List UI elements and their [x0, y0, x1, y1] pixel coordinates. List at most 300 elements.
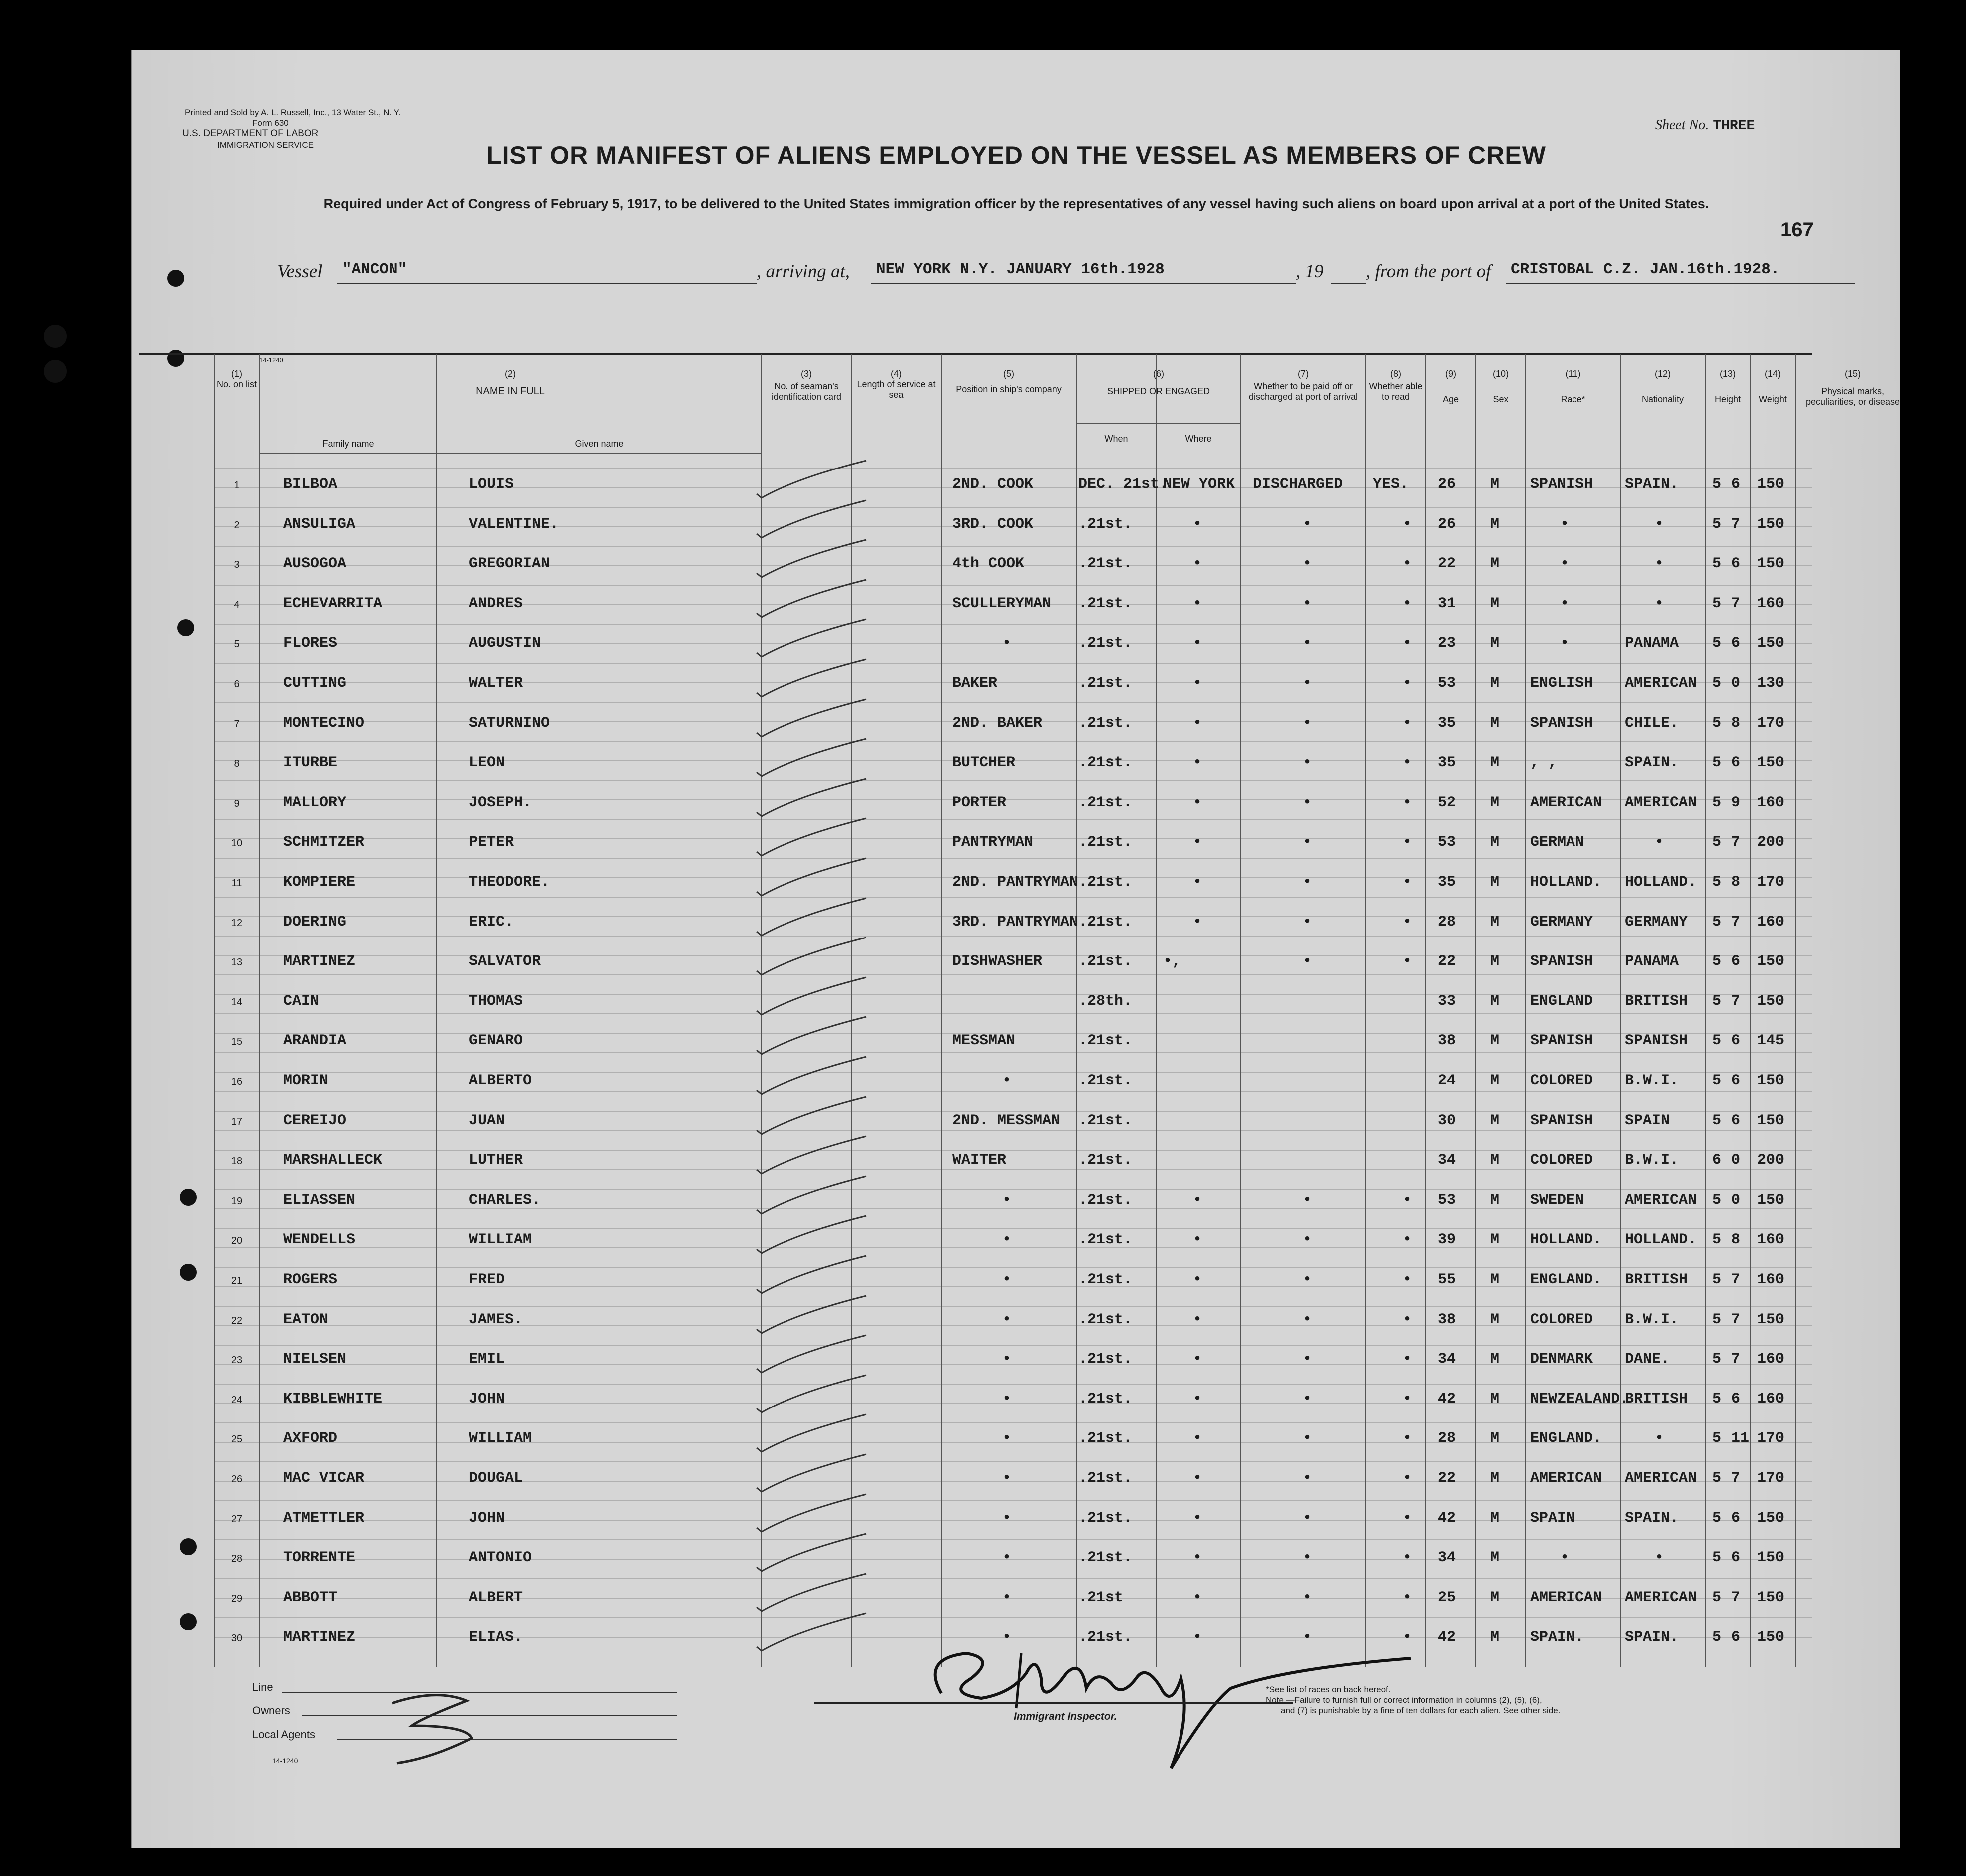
cell-paid-off: •: [1303, 1510, 1312, 1527]
cell-age: 53: [1438, 834, 1456, 851]
cell-race: HOLLAND.: [1530, 1231, 1602, 1248]
cell-position: SCULLERYMAN: [952, 595, 1052, 612]
cell-height-inches: 6: [1731, 1112, 1741, 1129]
vessel-label: Vessel: [277, 261, 323, 282]
cell-weight: 130: [1757, 675, 1785, 692]
check-stroke: [757, 1057, 866, 1094]
row-number: 26: [231, 1474, 243, 1485]
cell-shipped-when: .21st.: [1078, 595, 1133, 612]
cell-shipped-where: •: [1193, 834, 1202, 851]
cell-shipped-where: •: [1193, 1351, 1202, 1368]
cell-race: SPANISH: [1530, 1032, 1593, 1049]
cell-sex: M: [1490, 1549, 1500, 1566]
check-stroke: [757, 938, 866, 975]
cell-height-feet: 5: [1712, 555, 1722, 572]
check-stroke: [757, 977, 866, 1015]
cell-sex: M: [1490, 914, 1500, 931]
check-stroke: [757, 1256, 866, 1293]
cell-height-inches: 0: [1731, 1152, 1741, 1169]
cell-family-name: ARANDIA: [283, 1032, 347, 1049]
cell-age: 33: [1438, 993, 1456, 1010]
cell-shipped-when: .21st.: [1078, 1510, 1133, 1527]
cell-able-to-read: •: [1403, 595, 1412, 612]
cell-race: ENGLAND: [1530, 993, 1593, 1010]
cell-age: 42: [1438, 1391, 1456, 1407]
cell-height-feet: 5: [1712, 516, 1722, 533]
cell-position: 3RD. PANTRYMAN: [952, 914, 1079, 931]
cell-given-name: JOHN: [469, 1510, 505, 1527]
cell-height-feet: 5: [1712, 1391, 1722, 1407]
cell-height-inches: 0: [1731, 675, 1741, 692]
cell-given-name: JOHN: [469, 1391, 505, 1407]
cell-sex: M: [1490, 1470, 1500, 1487]
cell-age: 35: [1438, 874, 1456, 891]
cell-race: COLORED: [1530, 1152, 1593, 1169]
cell-paid-off: •: [1303, 1311, 1312, 1328]
row-number: 18: [231, 1156, 243, 1167]
check-stroke: [757, 858, 866, 896]
sheet-number-value: THREE: [1713, 118, 1755, 134]
cell-height-inches: 7: [1731, 834, 1741, 851]
check-stroke: [757, 1534, 866, 1571]
cell-weight: 150: [1757, 1589, 1785, 1606]
check-stroke: [757, 739, 866, 776]
col-header-service-length: (4) Length of service at sea: [857, 369, 936, 400]
cell-shipped-when: .21st.: [1078, 1311, 1133, 1328]
cell-paid-off: •: [1303, 715, 1312, 732]
cell-able-to-read: •: [1403, 1192, 1412, 1209]
cell-nationality: SPAIN.: [1625, 754, 1679, 771]
cell-family-name: CAIN: [283, 993, 320, 1010]
cell-weight: 150: [1757, 516, 1785, 533]
cell-given-name: JOSEPH.: [469, 794, 532, 811]
cell-age: 22: [1438, 555, 1456, 572]
col-header-name: (2) NAME IN FULL: [476, 369, 545, 397]
cell-height-inches: 8: [1731, 874, 1741, 891]
cell-family-name: CEREIJO: [283, 1112, 347, 1129]
cell-given-name: SATURNINO: [469, 715, 550, 732]
cell-family-name: AXFORD: [283, 1430, 338, 1447]
cell-position: BAKER: [952, 675, 998, 692]
cell-given-name: SALVATOR: [469, 953, 541, 970]
cell-able-to-read: •: [1403, 1391, 1412, 1407]
cell-paid-off: •: [1303, 1589, 1312, 1606]
row-number: 28: [231, 1553, 243, 1564]
cell-position: •: [1002, 1192, 1012, 1209]
cell-race: ENGLISH: [1530, 675, 1593, 692]
cell-able-to-read: YES.: [1373, 476, 1409, 493]
cell-given-name: ERIC.: [469, 914, 514, 931]
cell-paid-off: •: [1303, 1231, 1312, 1248]
cell-sex: M: [1490, 595, 1500, 612]
cell-height-feet: 5: [1712, 1231, 1722, 1248]
cell-weight: 150: [1757, 1549, 1785, 1566]
row-number: 19: [231, 1196, 243, 1207]
cell-nationality: SPAIN.: [1625, 1510, 1679, 1527]
cell-given-name: JAMES.: [469, 1311, 523, 1328]
cell-shipped-when: .21st.: [1078, 953, 1133, 970]
col-header-when: When: [1104, 434, 1128, 444]
cell-family-name: ROGERS: [283, 1271, 338, 1288]
cell-given-name: WILLIAM: [469, 1430, 532, 1447]
cell-age: 30: [1438, 1112, 1456, 1129]
cell-position: PORTER: [952, 794, 1007, 811]
cell-shipped-when: .21st.: [1078, 715, 1133, 732]
cell-sex: M: [1490, 635, 1500, 652]
cell-weight: 150: [1757, 1112, 1785, 1129]
cell-height-inches: 9: [1731, 794, 1741, 811]
col-header-height: (13) Height: [1714, 369, 1741, 404]
cell-sex: M: [1490, 1510, 1500, 1527]
cell-nationality: B.W.I.: [1625, 1072, 1679, 1089]
check-stroke: [757, 1574, 866, 1611]
footnote-penalty-1: Note.—Failure to furnish full or correct information in columns (2), (5), (6),: [1266, 1695, 1542, 1705]
cell-weight: 150: [1757, 1311, 1785, 1328]
cell-height-feet: 5: [1712, 794, 1722, 811]
cell-age: 53: [1438, 1192, 1456, 1209]
cell-race: AMERICAN: [1530, 1470, 1602, 1487]
cell-position: DISHWASHER: [952, 953, 1043, 970]
cell-family-name: DOERING: [283, 914, 347, 931]
col-header-sex: (10) Sex: [1492, 369, 1509, 404]
cell-height-feet: 5: [1712, 1351, 1722, 1368]
cell-shipped-when: .21st.: [1078, 675, 1133, 692]
check-stroke: [757, 619, 866, 657]
cell-race: GERMANY: [1530, 914, 1593, 931]
cell-family-name: EATON: [283, 1311, 329, 1328]
cell-shipped-where: •: [1193, 914, 1202, 931]
check-stroke: [757, 699, 866, 737]
row-number: 27: [231, 1514, 243, 1525]
cell-paid-off: •: [1303, 754, 1312, 771]
cell-nationality: HOLLAND.: [1625, 1231, 1697, 1248]
cell-nationality: AMERICAN: [1625, 1192, 1697, 1209]
col-header-family-name: Family name: [322, 439, 374, 449]
vessel-name: "ANCON": [342, 261, 407, 278]
cell-family-name: MORIN: [283, 1072, 329, 1089]
requirement-text: Required under Act of Congress of February 5, 1917, to be delivered to the United States immigration officer by the representatives of any vessel having such aliens on board upon arrival at a port of the United States.: [323, 196, 1709, 211]
cell-nationality: •: [1655, 1549, 1664, 1566]
col-header-read: (8) Whether able to read: [1369, 369, 1423, 402]
cell-age: 22: [1438, 953, 1456, 970]
cell-able-to-read: •: [1403, 1589, 1412, 1606]
cell-sex: M: [1490, 1391, 1500, 1407]
cell-race: SPANISH: [1530, 715, 1593, 732]
row-number: 12: [231, 918, 243, 929]
cell-family-name: ECHEVARRITA: [283, 595, 383, 612]
cell-shipped-when: .21st.: [1078, 794, 1133, 811]
cell-sex: M: [1490, 1629, 1500, 1646]
check-stroke: [757, 1097, 866, 1134]
cell-able-to-read: •: [1403, 516, 1412, 533]
cell-race: •: [1560, 635, 1570, 652]
col-header-race: (11) Race*: [1561, 369, 1585, 404]
col-header-weight: (14) Weight: [1759, 369, 1787, 404]
cell-height-feet: 5: [1712, 834, 1722, 851]
row-number: 11: [231, 878, 242, 889]
arriving-label: , arriving at,: [757, 261, 850, 282]
cell-given-name: THEODORE.: [469, 874, 550, 891]
cell-shipped-where: •: [1193, 1231, 1202, 1248]
cell-family-name: ELIASSEN: [283, 1192, 356, 1209]
cell-family-name: ANSULIGA: [283, 516, 356, 533]
cell-height-inches: 11: [1731, 1430, 1750, 1447]
cell-race: COLORED: [1530, 1311, 1593, 1328]
cell-nationality: PANAMA: [1625, 953, 1679, 970]
cell-able-to-read: •: [1403, 1430, 1412, 1447]
cell-shipped-where: •,: [1163, 953, 1181, 970]
cell-nationality: B.W.I.: [1625, 1152, 1679, 1169]
cell-shipped-where: •: [1193, 555, 1202, 572]
row-number: 5: [234, 639, 240, 650]
cell-age: 28: [1438, 1430, 1456, 1447]
col-header-shipped: (6) SHIPPED OR ENGAGED: [1107, 369, 1210, 396]
cell-given-name: ALBERT: [469, 1589, 523, 1606]
cell-nationality: HOLLAND.: [1625, 874, 1697, 891]
cell-given-name: DOUGAL: [469, 1470, 523, 1487]
cell-paid-off: •: [1303, 1430, 1312, 1447]
margin-code: 14-1240: [259, 356, 283, 364]
cell-height-feet: 5: [1712, 1470, 1722, 1487]
cell-race: ENGLAND.: [1530, 1271, 1602, 1288]
row-number: 20: [231, 1235, 243, 1246]
local-agents-label: Local Agents: [252, 1728, 315, 1741]
cell-position: •: [1002, 1589, 1012, 1606]
handwritten-mark: [382, 1688, 492, 1768]
printer-line: Printed and Sold by A. L. Russell, Inc., 13 Water St., N. Y.: [185, 108, 401, 117]
cell-able-to-read: •: [1403, 715, 1412, 732]
cell-age: 38: [1438, 1311, 1456, 1328]
cell-family-name: MALLORY: [283, 794, 347, 811]
cell-height-feet: 5: [1712, 1430, 1722, 1447]
cell-age: 34: [1438, 1152, 1456, 1169]
cell-family-name: FLORES: [283, 635, 338, 652]
page-number: 167: [1780, 219, 1814, 241]
cell-position: 2ND. MESSMAN: [952, 1112, 1061, 1129]
cell-given-name: VALENTINE.: [469, 516, 559, 533]
cell-shipped-where: •: [1193, 595, 1202, 612]
cell-height-feet: 5: [1712, 1311, 1722, 1328]
cell-position: •: [1002, 635, 1012, 652]
cell-weight: 150: [1757, 1629, 1785, 1646]
row-number: 21: [231, 1275, 243, 1286]
form-number: Form 630: [252, 118, 289, 128]
owners-label: Owners: [252, 1704, 290, 1717]
cell-shipped-when: .21st.: [1078, 1271, 1133, 1288]
check-stroke: [757, 500, 866, 538]
cell-able-to-read: •: [1403, 794, 1412, 811]
cell-age: 38: [1438, 1032, 1456, 1049]
cell-height-inches: 6: [1731, 1072, 1741, 1089]
vessel-row: [132, 254, 1900, 289]
cell-race: ENGLAND.: [1530, 1430, 1602, 1447]
cell-height-inches: 7: [1731, 595, 1741, 612]
cell-weight: 150: [1757, 635, 1785, 652]
cell-family-name: ATMETTLER: [283, 1510, 365, 1527]
cell-shipped-where: •: [1193, 715, 1202, 732]
cell-sex: M: [1490, 953, 1500, 970]
cell-shipped-when: DEC. 21st.: [1078, 476, 1169, 493]
cell-nationality: AMERICAN: [1625, 1589, 1697, 1606]
cell-paid-off: •: [1303, 1271, 1312, 1288]
cell-race: COLORED: [1530, 1072, 1593, 1089]
cell-shipped-where: •: [1193, 1391, 1202, 1407]
cell-age: 55: [1438, 1271, 1456, 1288]
cell-nationality: AMERICAN: [1625, 794, 1697, 811]
row-number: 23: [231, 1355, 243, 1366]
cell-height-feet: 5: [1712, 1589, 1722, 1606]
cell-age: 53: [1438, 675, 1456, 692]
cell-given-name: PETER: [469, 834, 514, 851]
cell-sex: M: [1490, 1351, 1500, 1368]
line-label: Line: [252, 1681, 273, 1693]
row-number: 2: [234, 520, 240, 531]
cell-given-name: AUGUSTIN: [469, 635, 541, 652]
cell-weight: 145: [1757, 1032, 1785, 1049]
cell-given-name: LUTHER: [469, 1152, 523, 1169]
cell-given-name: ANDRES: [469, 595, 523, 612]
check-stroke: [757, 1414, 866, 1452]
cell-age: 24: [1438, 1072, 1456, 1089]
cell-shipped-where: •: [1193, 1430, 1202, 1447]
cell-position: •: [1002, 1271, 1012, 1288]
cell-family-name: MONTECINO: [283, 715, 365, 732]
cell-able-to-read: •: [1403, 1351, 1412, 1368]
cell-position: •: [1002, 1072, 1012, 1089]
col-header-physical-marks: (15) Physical marks, peculiarities, or disease: [1805, 369, 1900, 407]
cell-family-name: BILBOA: [283, 476, 338, 493]
cell-position: BUTCHER: [952, 754, 1016, 771]
cell-sex: M: [1490, 1192, 1500, 1209]
cell-race: HOLLAND.: [1530, 874, 1602, 891]
cell-height-inches: 6: [1731, 476, 1741, 493]
cell-race: AMERICAN: [1530, 794, 1602, 811]
arriving-value: NEW YORK N.Y. JANUARY 16th.1928: [876, 261, 1165, 278]
cell-height-feet: 5: [1712, 1271, 1722, 1288]
cell-height-feet: 6: [1712, 1152, 1722, 1169]
cell-shipped-when: .21st.: [1078, 834, 1133, 851]
cell-height-feet: 5: [1712, 874, 1722, 891]
row-number: 22: [231, 1315, 243, 1326]
cell-position: •: [1002, 1510, 1012, 1527]
cell-race: AMERICAN: [1530, 1589, 1602, 1606]
cell-age: 25: [1438, 1589, 1456, 1606]
cell-able-to-read: •: [1403, 1311, 1412, 1328]
cell-shipped-where: •: [1193, 1311, 1202, 1328]
cell-shipped-when: .21st.: [1078, 1231, 1133, 1248]
cell-height-inches: 6: [1731, 1510, 1741, 1527]
cell-shipped-where: •: [1193, 754, 1202, 771]
cell-height-inches: 0: [1731, 1192, 1741, 1209]
check-stroke: [757, 1454, 866, 1492]
cell-weight: 150: [1757, 993, 1785, 1010]
cell-position: •: [1002, 1430, 1012, 1447]
cell-weight: 160: [1757, 1391, 1785, 1407]
cell-nationality: SPAIN: [1625, 1112, 1670, 1129]
cell-height-inches: 7: [1731, 914, 1741, 931]
col-header-where: Where: [1185, 434, 1212, 444]
cell-weight: 160: [1757, 1351, 1785, 1368]
check-stroke: [757, 818, 866, 856]
cell-height-inches: 8: [1731, 715, 1741, 732]
check-stroke: [757, 1494, 866, 1532]
col-header-age: (9) Age: [1442, 369, 1459, 404]
cell-able-to-read: •: [1403, 1629, 1412, 1646]
check-stroke: [757, 1375, 866, 1412]
cell-weight: 160: [1757, 1231, 1785, 1248]
cell-position: 3RD. COOK: [952, 516, 1034, 533]
cell-given-name: FRED: [469, 1271, 505, 1288]
cell-height-feet: 5: [1712, 595, 1722, 612]
cell-age: 34: [1438, 1351, 1456, 1368]
cell-given-name: ELIAS.: [469, 1629, 523, 1646]
cell-sex: M: [1490, 476, 1500, 493]
cell-shipped-where: •: [1193, 1629, 1202, 1646]
cell-paid-off: •: [1303, 1192, 1312, 1209]
cell-weight: 170: [1757, 1430, 1785, 1447]
cell-weight: 160: [1757, 1271, 1785, 1288]
cell-shipped-where: •: [1193, 1510, 1202, 1527]
col-header-id-card: (3) No. of seaman's identification card: [771, 369, 842, 402]
cell-age: 31: [1438, 595, 1456, 612]
cell-height-feet: 5: [1712, 914, 1722, 931]
cell-sex: M: [1490, 794, 1500, 811]
footer-form-code: 14-1240: [272, 1757, 298, 1765]
cell-age: 23: [1438, 635, 1456, 652]
cell-age: 39: [1438, 1231, 1456, 1248]
cell-height-inches: 6: [1731, 1391, 1741, 1407]
cell-shipped-when: .21st: [1078, 1589, 1124, 1606]
cell-shipped-where: •: [1193, 874, 1202, 891]
cell-height-feet: 5: [1712, 754, 1722, 771]
binder-hole: [44, 360, 67, 383]
cell-family-name: AUSOGOA: [283, 555, 347, 572]
cell-nationality: DANE.: [1625, 1351, 1670, 1368]
cell-age: 42: [1438, 1510, 1456, 1527]
row-number: 29: [231, 1593, 243, 1604]
sheet-number-label: Sheet No.: [1655, 117, 1709, 133]
cell-age: 42: [1438, 1629, 1456, 1646]
cell-position: 2ND. BAKER: [952, 715, 1043, 732]
cell-position: •: [1002, 1629, 1012, 1646]
check-stroke: [757, 1335, 866, 1373]
cell-family-name: ABBOTT: [283, 1589, 338, 1606]
cell-shipped-where: •: [1193, 1589, 1202, 1606]
cell-sex: M: [1490, 1231, 1500, 1248]
cell-family-name: KIBBLEWHITE: [283, 1391, 383, 1407]
manifest-sheet: [131, 50, 1900, 1848]
cell-sex: M: [1490, 715, 1500, 732]
check-stroke: [757, 1613, 866, 1651]
cell-shipped-when: .21st.: [1078, 1032, 1133, 1049]
check-stroke: [757, 461, 866, 498]
cell-nationality: •: [1655, 595, 1664, 612]
cell-given-name: EMIL: [469, 1351, 505, 1368]
col-header-paid-off: (7) Whether to be paid off or discharged at port of arrival: [1248, 369, 1358, 402]
col-header-no: (1) No. on list: [216, 369, 257, 389]
cell-sex: M: [1490, 1271, 1500, 1288]
cell-paid-off: •: [1303, 595, 1312, 612]
check-stroke: [757, 779, 866, 816]
cell-height-inches: 6: [1731, 754, 1741, 771]
cell-height-inches: 6: [1731, 1629, 1741, 1646]
cell-height-inches: 7: [1731, 993, 1741, 1010]
cell-height-feet: 5: [1712, 1549, 1722, 1566]
cell-shipped-where: •: [1193, 1470, 1202, 1487]
cell-shipped-when: .21st.: [1078, 1470, 1133, 1487]
cell-height-feet: 5: [1712, 1112, 1722, 1129]
cell-shipped-when: .21st.: [1078, 874, 1133, 891]
